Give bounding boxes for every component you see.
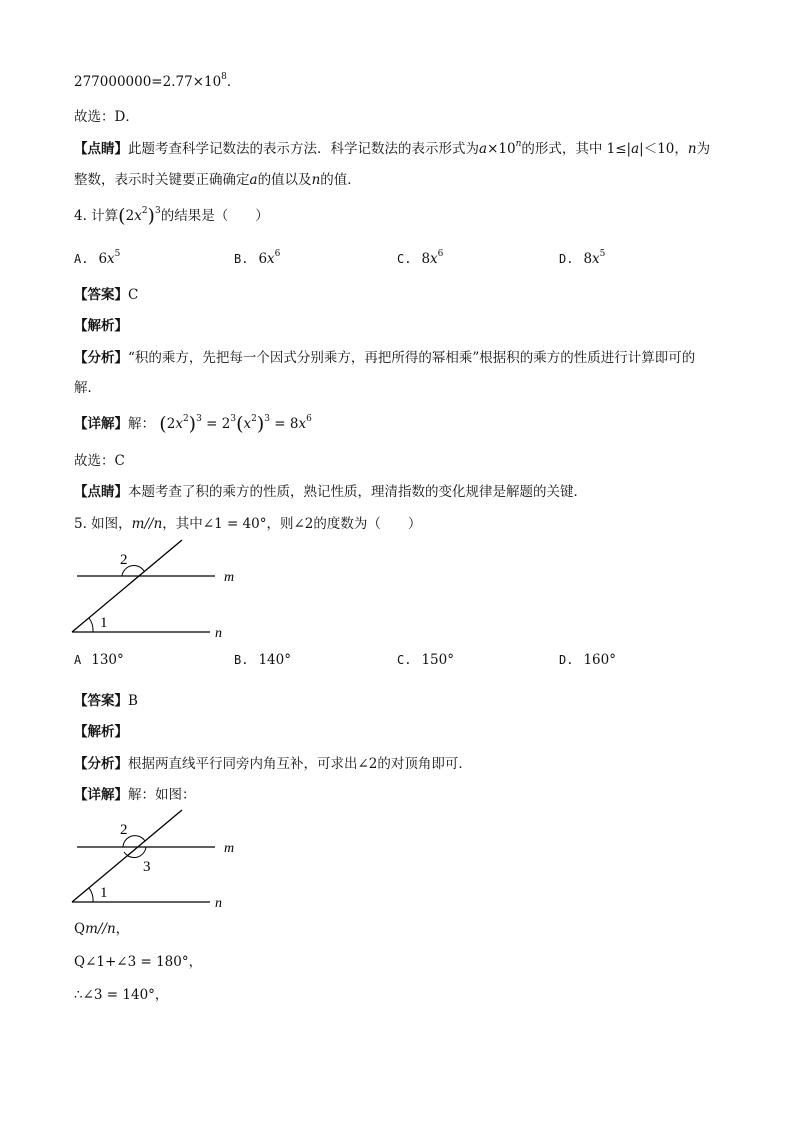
q4-choose: 故选：C (74, 453, 125, 469)
option-label: C. (397, 252, 412, 266)
q4-var: x (134, 208, 142, 224)
tag-dianjing: 【点睛】 (74, 141, 128, 157)
option-value: 150° (421, 652, 454, 668)
eq-coef: 2 (166, 416, 176, 432)
q4-number: 4. 计算 (74, 208, 119, 224)
question-4: 4. 计算$(2x^2)^3$的结果是（ ） (74, 205, 269, 227)
q4-jiexi: 【解析】 (74, 318, 128, 334)
var-n-2: n (687, 141, 697, 157)
proof-text: m//n (85, 921, 116, 937)
eq-part: = 2 (206, 416, 231, 432)
label-1: 1 (100, 885, 108, 901)
cont-var-a: a (249, 172, 258, 188)
q4-option-b (234, 249, 280, 269)
eq-part: = 8 (274, 416, 299, 432)
q5-detail (74, 785, 196, 805)
q5-option-c (397, 650, 454, 670)
q4-outer-exp: 3 (154, 206, 161, 216)
eq-exp: 6 (306, 414, 312, 424)
proof-text: ∠1+∠3 = 180° (85, 954, 189, 970)
q4-dianjing (74, 482, 587, 502)
q5-number: 5. 如图， (74, 516, 132, 532)
q4-coef: 2 (125, 208, 135, 224)
question-5 (74, 514, 421, 534)
tag-answer: 【答案】 (74, 693, 128, 709)
figure-parallel-lines-2 (60, 806, 280, 912)
q5-mn: m//n (131, 516, 163, 532)
var-a-2: a (631, 141, 640, 157)
label-n: n (215, 896, 222, 911)
q5-option-d (559, 650, 616, 670)
expr-end: ． (226, 74, 241, 90)
dianjing-text-2: 的形式，其中 1≤| (521, 141, 632, 157)
figure-parallel-lines (60, 533, 280, 643)
expr-lhs: 277000000=2.77×10 (74, 74, 222, 90)
var-a: a (479, 141, 488, 157)
option-label: A (74, 653, 82, 667)
option-coef: 8 (421, 251, 431, 267)
q4-answer (74, 285, 138, 305)
cont-text-1: 整数，表示时关键要正确确定 (74, 172, 250, 188)
cont-var-n: n (311, 172, 321, 188)
option-label: D. (559, 653, 574, 667)
option-exp: 5 (599, 249, 606, 259)
q4-fenxi-cont: 解． (74, 380, 101, 396)
proof-symbol: ∴ (74, 987, 83, 1003)
eq-var: x (175, 416, 183, 432)
angle-1-arc (89, 618, 93, 632)
fenxi-text: 根据两直线平行同旁内角互补，可求出∠2的对顶角即可． (128, 756, 472, 772)
eq-var: x (298, 416, 307, 432)
q4-inner-exp: 2 (141, 206, 148, 216)
option-value: 130° (91, 652, 124, 668)
option-label: B. (234, 653, 249, 667)
option-label: A. (74, 252, 89, 266)
label-2: 2 (120, 822, 128, 838)
q4-option-a (74, 249, 120, 269)
angle-1-arc (89, 888, 93, 902)
detail-text: 解：如图： (128, 787, 196, 803)
tag-dianjing: 【点睛】 (74, 484, 128, 500)
q5-option-b (234, 650, 291, 670)
tag-fenxi: 【分析】 (74, 350, 128, 366)
proof-line-1 (74, 919, 129, 939)
q5-fenxi (74, 754, 472, 774)
option-coef: 6 (98, 251, 108, 267)
option-coef: 8 (583, 251, 593, 267)
tag-detail: 【详解】 (74, 416, 128, 432)
label-m: m (224, 570, 235, 585)
proof-symbol: Q (74, 921, 86, 937)
q4-option-d (559, 249, 605, 269)
label-2: 2 (120, 552, 128, 568)
option-exp: 6 (274, 249, 281, 259)
eq-var: x (243, 416, 252, 432)
option-exp: 5 (114, 249, 121, 259)
option-var: x (107, 251, 115, 267)
answer-value: C (128, 287, 139, 303)
dianjing-text-3: |＜10， (639, 141, 688, 157)
proof-symbol: Q (74, 954, 86, 970)
eq-exp: 2 (251, 414, 257, 424)
proof-end: ， (188, 954, 203, 970)
expr-exp: 8 (221, 72, 227, 82)
q4-fenxi (74, 348, 695, 368)
dianjing-q3 (74, 139, 710, 159)
option-label: B. (234, 252, 249, 266)
line-scientific-result (74, 72, 240, 92)
option-var: x (592, 251, 600, 267)
label-m: m (224, 841, 235, 856)
tag-answer: 【答案】 (74, 287, 128, 303)
eq-exp: 2 (182, 414, 189, 424)
fenxi-text: “积的乘方，先把每一个因式分别乘方，再把所得的幂相乘”根据积的乘方的性质进行计算即可的 (128, 350, 696, 366)
option-value: 160° (583, 652, 616, 668)
choose-d: 故选：D． (74, 109, 139, 125)
option-label: D. (559, 252, 574, 266)
tag-fenxi: 【分析】 (74, 756, 128, 772)
q4-option-c (397, 249, 443, 269)
proof-end: ， (154, 987, 169, 1003)
q4-detail: 【详解】解： $(2x^2)^3 = 2^3(x^2)^3 = 8x^6$ (74, 413, 312, 435)
tag-detail: 【详解】 (74, 787, 128, 803)
proof-text: ∠3 = 140° (82, 987, 155, 1003)
proof-end: ， (115, 921, 130, 937)
cont-text-3: 的值． (320, 172, 361, 188)
option-coef: 6 (258, 251, 268, 267)
cont-text-2: 的值以及 (257, 172, 312, 188)
label-1: 1 (100, 615, 108, 631)
proof-line-2 (74, 952, 202, 972)
option-label: C. (397, 653, 412, 667)
q4-tail: 的结果是（ ） (160, 208, 269, 224)
dianjing-q3-cont (74, 170, 361, 190)
label-n: n (215, 626, 222, 641)
q5-text: ，其中∠1 = 40°，则∠2的度数为（ ） (162, 516, 422, 532)
label-3: 3 (143, 859, 151, 875)
eq-exp: 3 (264, 414, 270, 424)
times-ten: ×10 (487, 141, 516, 157)
q5-jiexi: 【解析】 (74, 724, 128, 740)
option-var: x (430, 251, 438, 267)
eq-exp: 3 (230, 414, 237, 424)
answer-value: B (128, 693, 138, 709)
var-n-sup: n (515, 139, 522, 149)
eq-exp: 3 (196, 414, 202, 424)
option-exp: 6 (437, 249, 444, 259)
proof-line-3 (74, 985, 168, 1005)
q5-answer (74, 691, 138, 711)
option-value: 140° (258, 652, 291, 668)
option-var: x (267, 251, 275, 267)
dianjing-text-1: 此题考查科学记数法的表示方法．科学记数法的表示形式为 (128, 141, 479, 157)
dianjing-text: 本题考查了积的乘方的性质，熟记性质，理清指数的变化规律是解题的关键． (128, 484, 587, 500)
dianjing-text-4: 为 (696, 141, 711, 157)
detail-pre: 解： (128, 416, 155, 432)
q5-option-a (74, 650, 124, 670)
